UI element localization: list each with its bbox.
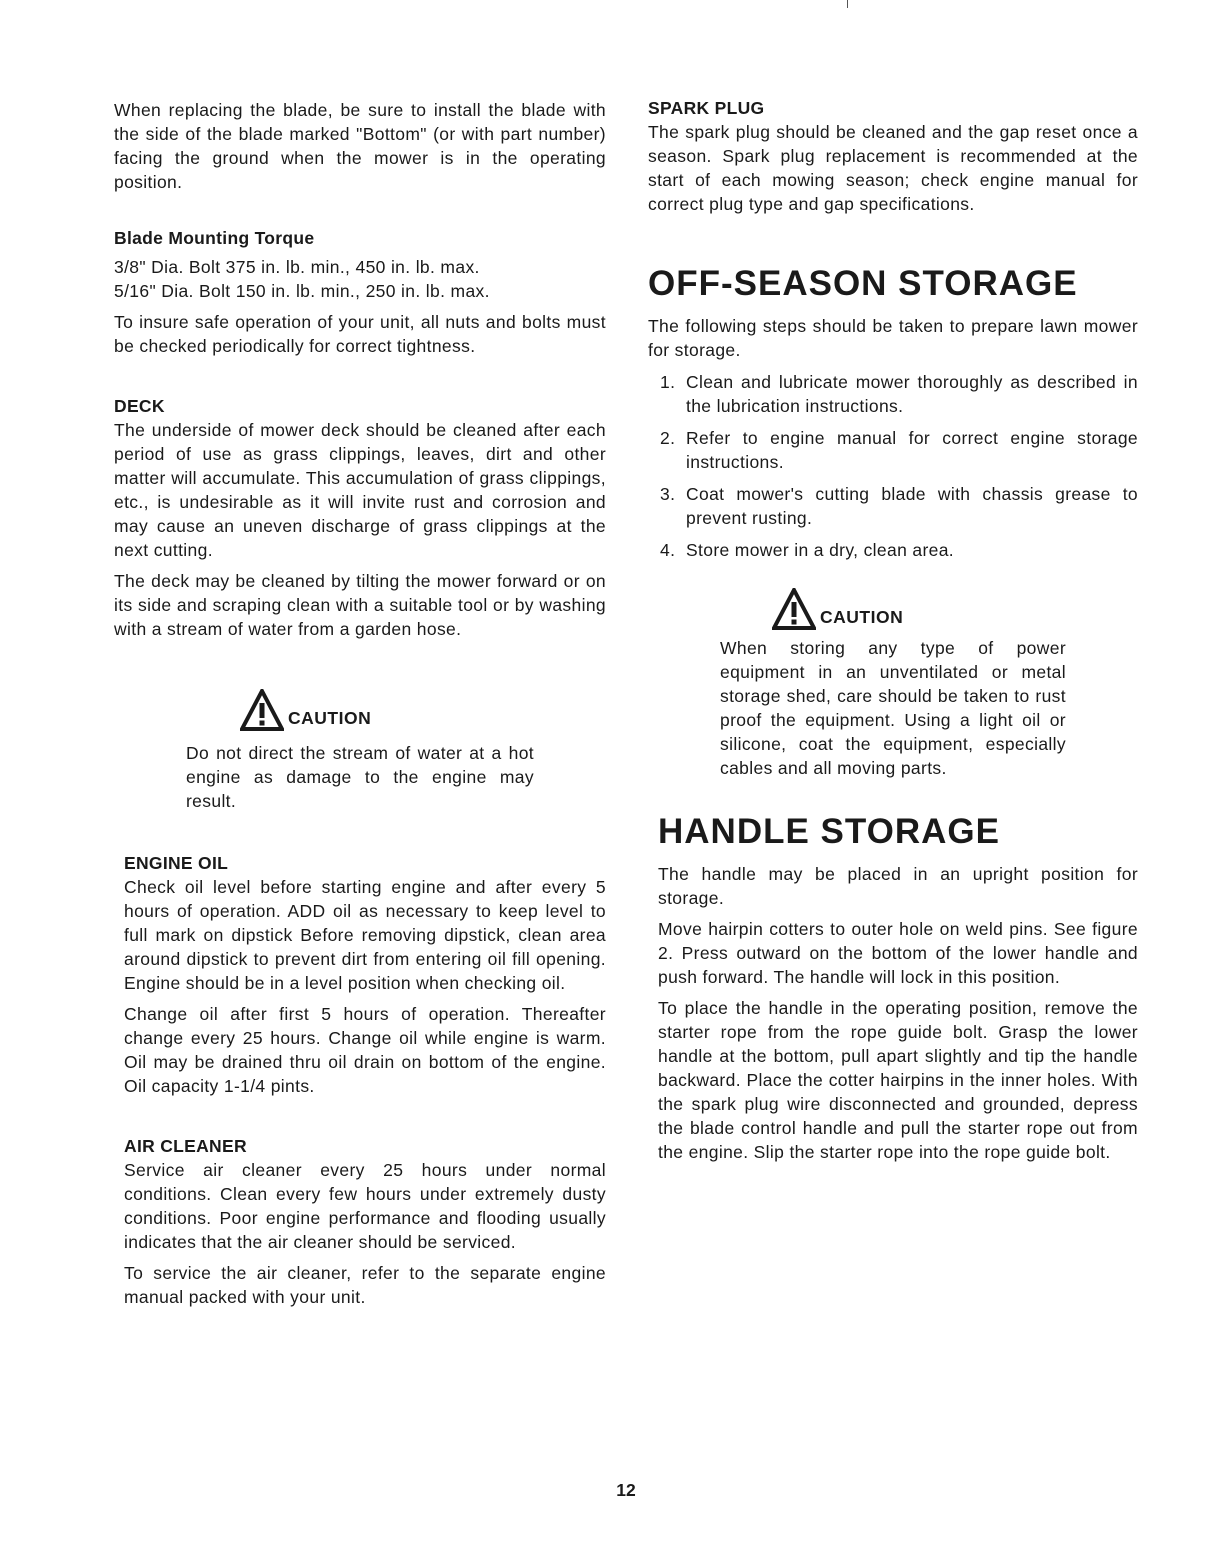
engine-oil-section — [124, 851, 606, 1098]
handle-storage-paragraph-3: To place the handle in the operating position, remove the starter rope from the rope guide bolt. Grasp the lower handle at the bottom, pull apart slightly and tip the handle backward. Place the cotter hairpins in the inner holes. With the spark plug wire disconnected and grounded, depress the blade control handle and pull the starter rope out from the engine. Slip the starter rope into the rope guide bolt. — [658, 998, 1138, 1162]
warning-triangle-icon — [772, 588, 816, 630]
deck-section — [114, 394, 606, 641]
air-cleaner-paragraph-2: To service the air cleaner, refer to the separate engine manual packed with your unit. — [124, 1263, 606, 1307]
caution-header — [240, 685, 534, 731]
right-column — [648, 96, 1138, 1164]
torque-note: To insure safe operation of your unit, all nuts and bolts must be checked periodically for correct tightness. — [114, 312, 606, 356]
air-cleaner-section — [124, 1134, 606, 1309]
handle-storage-paragraph-2: Move hairpin cotters to outer hole on weld pins. See figure 2. Press outward on the bottom of the lower handle and push forward. The handle will lock in this position. — [658, 919, 1138, 987]
storage-step: 3. Coat mower's cutting blade with chassis grease to prevent rusting. — [660, 484, 1138, 528]
torque-spec-5-16: 5/16" Dia. Bolt 150 in. lb. min., 250 in. lb. max. — [114, 281, 490, 301]
off-season-storage-title: OFF-SEASON STORAGE — [648, 264, 1078, 303]
deck-caution — [186, 685, 534, 813]
scan-mark — [847, 0, 848, 8]
left-column — [114, 98, 606, 1309]
deck-paragraph-1: The underside of mower deck should be cleaned after each period of use as grass clippings, leaves, dirt and other matter will accumulate. This accumulation of grass clippings, etc., is undesirable as it will invite rust and corrosion and may cause an uneven discharge of grass clippings at the next cutting. — [114, 420, 606, 560]
caution-text: When storing any type of power equipment in an unventilated or metal storage shed, care should be taken to rust proof the equipment. Using a light oil or silicone, coat the equipment, especially cables and all moving parts. — [720, 638, 1066, 778]
air-cleaner-paragraph-1: Service air cleaner every 25 hours under normal conditions. Clean every few hours under extremely dusty conditions. Poor engine performance and flooding usually indicates that the air cleaner should be serviced. — [124, 1160, 606, 1252]
storage-caution — [720, 584, 1066, 780]
handle-storage-section — [658, 810, 1138, 1164]
engine-oil-heading: ENGINE OIL — [124, 853, 229, 873]
blade-torque-section — [114, 226, 606, 358]
blade-install-paragraph: When replacing the blade, be sure to install the blade with the side of the blade marked "Bottom" (or with part number) facing the ground when the mower is in the operating position. — [114, 100, 606, 192]
deck-heading: DECK — [114, 396, 165, 416]
engine-oil-paragraph-2: Change oil after first 5 hours of operation. Thereafter change every 25 hours. Change oil while engine is warm. Oil may be drained thru oil drain on bottom of the engine. Oil capacity 1-1/4 pints. — [124, 1004, 606, 1096]
caution-header — [772, 584, 1066, 630]
caution-label: CAUTION — [288, 708, 372, 728]
page-number: 12 — [616, 1480, 636, 1500]
caution-label: CAUTION — [820, 607, 904, 627]
handle-storage-paragraph-1: The handle may be placed in an upright position for storage. — [658, 864, 1138, 908]
warning-triangle-icon — [240, 689, 284, 731]
handle-storage-title: HANDLE STORAGE — [658, 812, 1000, 851]
blade-torque-heading: Blade Mounting Torque — [114, 228, 315, 248]
deck-paragraph-2: The deck may be cleaned by tilting the mower forward or on its side and scraping clean with a suitable tool or by washing with a stream of water from a garden hose. — [114, 571, 606, 639]
storage-step: 1. Clean and lubricate mower thoroughly as described in the lubrication instructions. — [660, 372, 1138, 416]
spark-plug-paragraph: The spark plug should be cleaned and the gap reset once a season. Spark plug replacement is recommended at the start of each mowing season; check engine manual for correct plug type and gap specifications. — [648, 122, 1138, 214]
storage-step: 2. Refer to engine manual for correct engine storage instructions. — [660, 428, 1138, 472]
off-season-storage-section — [648, 262, 1138, 780]
torque-spec-3-8: 3/8" Dia. Bolt 375 in. lb. min., 450 in. lb. max. — [114, 257, 480, 277]
storage-step: 4. Store mower in a dry, clean area. — [660, 540, 955, 560]
caution-body — [186, 741, 534, 813]
off-season-intro: The following steps should be taken to prepare lawn mower for storage. — [648, 316, 1138, 360]
engine-oil-paragraph-1: Check oil level before starting engine and after every 5 hours of operation. ADD oil as necessary to keep level to full mark on dipstick Before removing dipstick, clean area around dipstick to prevent dirt from entering oil fill opening. Engine should be in a level position when checking oil. — [124, 877, 606, 993]
air-cleaner-heading: AIR CLEANER — [124, 1136, 247, 1156]
spark-plug-heading: SPARK PLUG — [648, 98, 765, 118]
caution-text: Do not direct the stream of water at a hot engine as damage to the engine may result. — [186, 743, 534, 811]
caution-body — [720, 636, 1066, 780]
spark-plug-section — [648, 96, 1138, 216]
storage-steps-list — [648, 370, 1138, 562]
